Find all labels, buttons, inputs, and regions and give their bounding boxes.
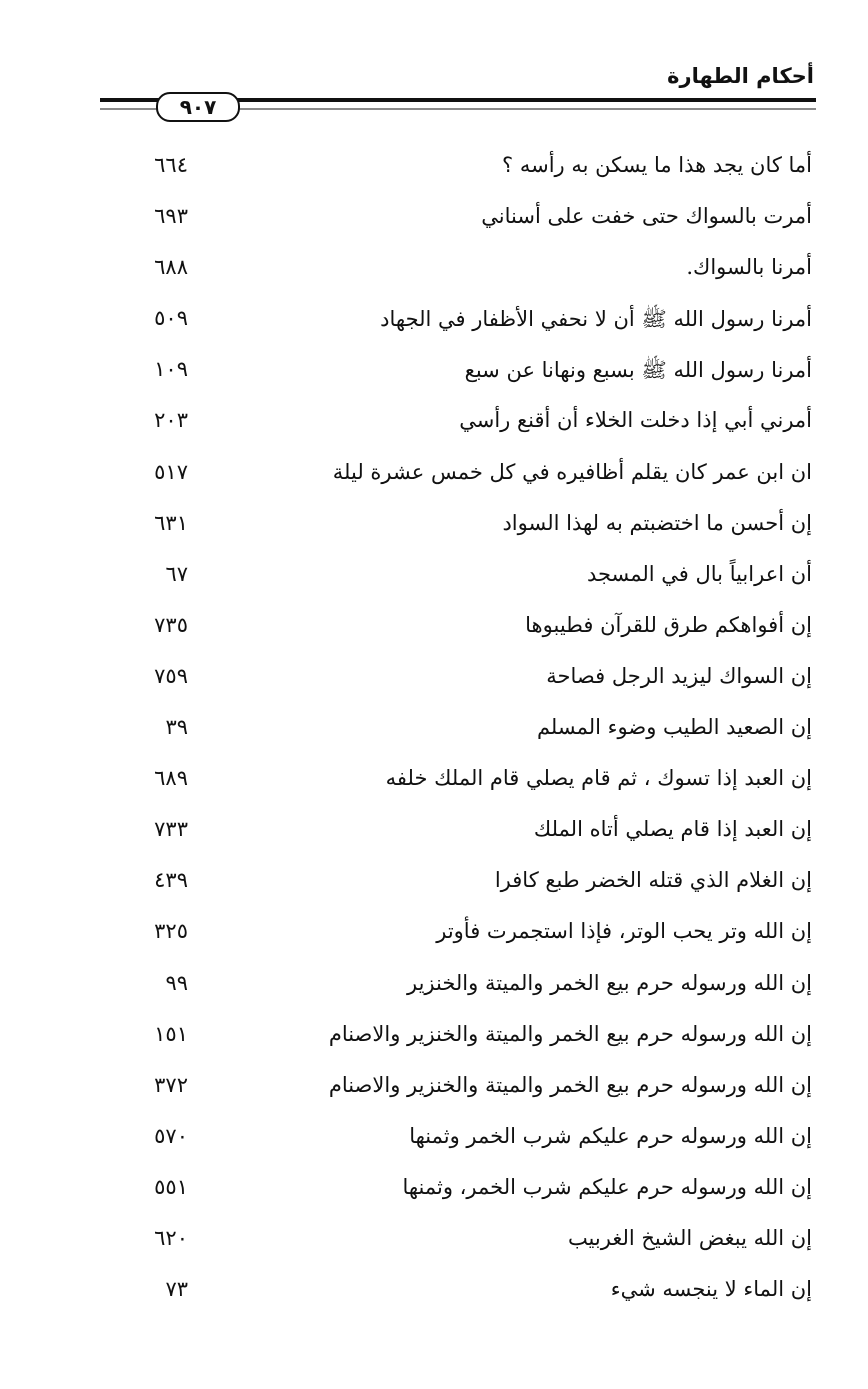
entry-text: أمرني أبي إذا دخلت الخلاء أن أقنع رأسي (459, 408, 812, 433)
entry-page-number: ٦٢٠ (154, 1225, 188, 1250)
entry-text: ان ابن عمر كان يقلم أظافيره في كل خمس عشرة ليلة (332, 459, 812, 484)
index-entry (0, 349, 868, 400)
entry-page-number: ٥١٧ (154, 459, 188, 484)
entry-text: إن أفواهكم طرق للقرآن فطيبوها (525, 612, 812, 637)
entry-text: إن الصعيد الطيب وضوء المسلم (536, 715, 812, 740)
index-entry (0, 452, 868, 503)
entry-page-number: ٦٨٨ (154, 255, 188, 280)
entry-page-number: ٦٩٣ (154, 204, 188, 229)
index-entry (0, 809, 868, 860)
entry-page-number: ٦٨٩ (154, 766, 188, 791)
entry-page-number: ٣٩ (165, 715, 188, 740)
index-entry (0, 400, 868, 451)
entry-text: إن الله يبغض الشيخ الغربيب (567, 1225, 812, 1250)
index-entry (0, 758, 868, 809)
entry-page-number: ٦٧ (165, 561, 188, 586)
index-entry (0, 1116, 868, 1167)
entry-page-number: ١٠٩ (154, 357, 188, 382)
hadith-index-list (0, 145, 868, 1320)
entry-page-number: ٥٥١ (154, 1174, 188, 1199)
entry-page-number: ٥٧٠ (154, 1123, 188, 1148)
entry-page-number: ٣٧٢ (154, 1072, 188, 1097)
entry-page-number: ٧٥٩ (154, 663, 188, 688)
index-entry (0, 963, 868, 1014)
entry-text: إن الله ورسوله حرم عليكم شرب الخمر، وثمنها (402, 1174, 812, 1199)
index-entry (0, 1065, 868, 1116)
index-entry (0, 1218, 868, 1269)
entry-page-number: ٤٣٩ (154, 868, 188, 893)
entry-page-number: ١٥١ (154, 1021, 188, 1046)
entry-text: أن اعرابياً بال في المسجد (586, 561, 812, 586)
entry-text: أما كان يجد هذا ما يسكن به رأسه ؟ (502, 153, 812, 177)
index-entry (0, 1269, 868, 1320)
index-entry (0, 145, 868, 196)
entry-page-number: ٧٣ (165, 1277, 188, 1302)
index-entry (0, 707, 868, 758)
entry-page-number: ٥٠٩ (154, 306, 188, 331)
index-entry (0, 605, 868, 656)
index-entry (0, 911, 868, 962)
entry-text: إن السواك ليزيد الرجل فصاحة (546, 663, 812, 688)
index-entry (0, 503, 868, 554)
entry-page-number: ٩٩ (165, 970, 188, 995)
entry-page-number: ٧٣٥ (154, 612, 188, 637)
entry-text: إن العبد إذا قام يصلي أتاه الملك (533, 817, 812, 842)
entry-text: إن الله ورسوله حرم بيع الخمر والميتة والخنزير (407, 970, 812, 995)
entry-page-number: ٦٣١ (154, 510, 188, 535)
entry-text: إن الله ورسوله حرم بيع الخمر والميتة والخنزير والاصنام (328, 1072, 812, 1097)
entry-page-number: ٦٦٤ (154, 153, 188, 177)
entry-text: أمرنا بالسواك. (686, 255, 812, 280)
index-entry (0, 1014, 868, 1065)
index-entry (0, 554, 868, 605)
entry-page-number: ٣٢٥ (154, 919, 188, 944)
index-entry (0, 298, 868, 349)
entry-text: أمرت بالسواك حتى خفت على أسناني (481, 204, 812, 229)
entry-text: إن العبد إذا تسوك ، ثم قام يصلي قام الملك خلفه (385, 766, 812, 791)
entry-text: إن الغلام الذي قتله الخضر طبع كافرا (494, 868, 812, 893)
index-entry (0, 1167, 868, 1218)
entry-text: إن أحسن ما اختضبتم به لهذا السواد (502, 510, 812, 535)
index-entry (0, 247, 868, 298)
entry-page-number: ٢٠٣ (154, 408, 188, 433)
page-number-badge: ٩٠٧ (156, 92, 240, 122)
entry-page-number: ٧٣٣ (154, 817, 188, 842)
entry-text: إن الماء لا ينجسه شيء (610, 1277, 812, 1302)
entry-text: إن الله ورسوله حرم بيع الخمر والميتة والخنزير والاصنام (328, 1021, 812, 1046)
entry-text: أمرنا رسول الله ﷺ بسبع ونهانا عن سبع (464, 358, 812, 383)
entry-text: إن الله ورسوله حرم عليكم شرب الخمر وثمنها (409, 1123, 812, 1148)
index-entry (0, 196, 868, 247)
index-entry (0, 656, 868, 707)
running-header-title: أحكام الطهارة (667, 64, 814, 88)
entry-text: إن الله وتر يحب الوتر، فإذا استجمرت فأوتر (436, 919, 812, 944)
index-entry (0, 860, 868, 911)
entry-text: أمرنا رسول الله ﷺ أن لا نحفي الأظفار في الجهاد (380, 307, 812, 332)
